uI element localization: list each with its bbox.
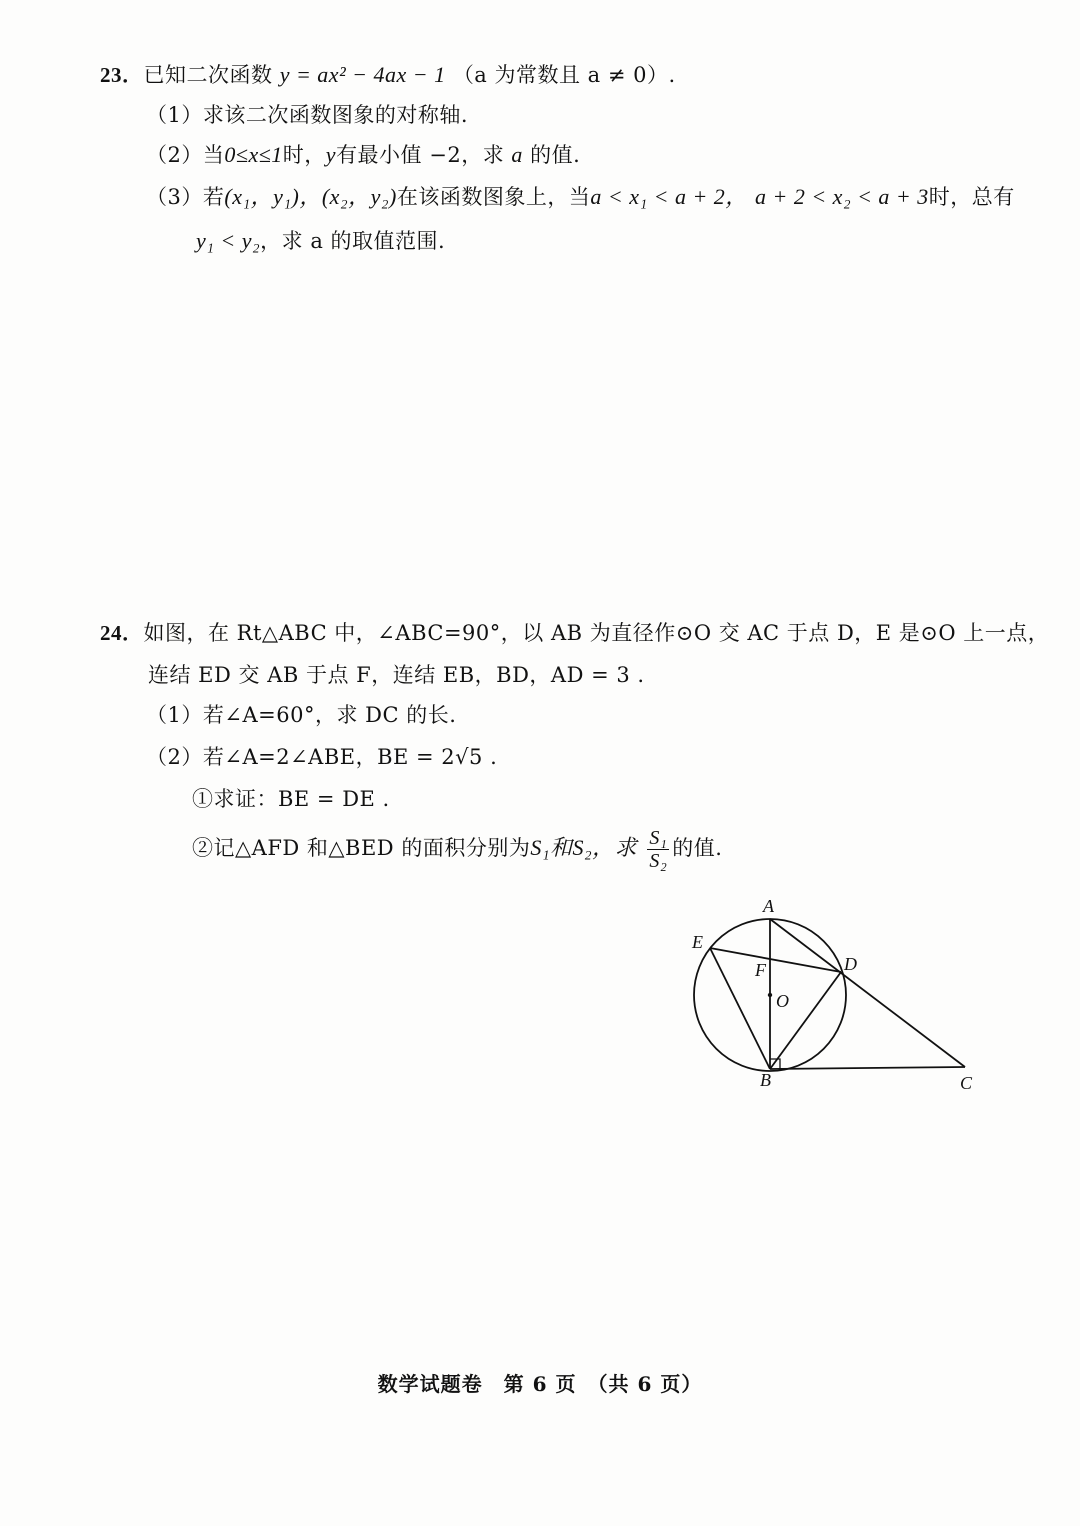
- label-b: B: [760, 1070, 771, 1090]
- q24-stem-line1: [100, 618, 1049, 648]
- q23-part3-ask: ，求 a 的取值范围.: [260, 229, 446, 253]
- segment-ac: [770, 919, 965, 1067]
- q23-part2-mid: 时，: [282, 143, 326, 167]
- label-d: D: [844, 954, 857, 974]
- label-c: C: [960, 1073, 973, 1093]
- q23-number: 23．: [100, 63, 144, 87]
- q24-part2-a: ①求证：BE = DE .: [192, 787, 390, 811]
- q23-part3-end: 时，总有: [928, 185, 1015, 209]
- center-point-o: [768, 993, 772, 997]
- q24-part1: （1）若∠A=60°，求 DC 的长.: [146, 703, 457, 727]
- q24-fraction: [647, 827, 669, 872]
- q23-part2-range: 0≤x≤1: [224, 142, 283, 167]
- q24-stem-text1: 如图，在 Rt△ABC 中，∠ABC=90°，以 AB 为直径作⊙O 交 AC 于点 D，E 是⊙O 上一点，: [143, 621, 1050, 645]
- q23-stem: [100, 60, 676, 90]
- q23-part3-pre: （3）若: [146, 185, 225, 209]
- q23-part2-a: a: [511, 142, 523, 167]
- q23-part3-cond2: a + 2 < x₂ < a + 3: [754, 184, 929, 209]
- q23-part2-pre: （2）当: [146, 143, 225, 167]
- segment-ed: [710, 948, 841, 972]
- q24-stem-line2: 连结 ED 交 AB 于点 F，连结 EB，BD，AD = 3 .: [148, 663, 645, 687]
- q23-part1: （1）求该二次函数图象的对称轴.: [146, 103, 469, 127]
- q23-part3-cont: [196, 226, 445, 256]
- q23-part3-ineq: y₁ < y₂: [196, 228, 261, 253]
- q23-function: y = ax² − 4ax − 1: [279, 62, 446, 87]
- q23-part3-points: (x₁，y₁)，(x₂，y₂): [224, 184, 397, 209]
- q24-fraction-numerator: S₁: [649, 827, 668, 849]
- segment-bc: [770, 1067, 965, 1069]
- segment-bd: [770, 972, 841, 1069]
- q24-fraction-denominator: S₂: [649, 850, 668, 872]
- label-a: A: [763, 896, 774, 916]
- q23-part2: [146, 140, 580, 170]
- label-e: E: [692, 932, 703, 952]
- q23-part3-mid: 在该函数图象上，当: [396, 185, 591, 209]
- label-f: F: [755, 960, 766, 980]
- q24-part2-b-end: 的值.: [672, 836, 723, 860]
- q24-part2-b-s: S₁和S₂，求: [530, 835, 638, 860]
- q23-part2-end: 的值.: [530, 143, 581, 167]
- geometry-figure: [680, 890, 1000, 1105]
- q23-condition: （a 为常数且 a ≠ 0）.: [452, 63, 676, 87]
- q23-stem-text: 已知二次函数: [143, 63, 273, 87]
- q23-part3-cond1: a < x₁ < a + 2，: [590, 184, 748, 209]
- q24-part2-b-pre: ②记△AFD 和△BED 的面积分别为: [192, 836, 531, 860]
- q23-part3: [146, 182, 1015, 212]
- q23-part2-rest: 有最小值 −2，求: [336, 143, 505, 167]
- q23-part2-y: y: [325, 142, 337, 167]
- page-footer: 数学试题卷 第 6 页 （共 6 页）: [377, 1372, 703, 1396]
- label-o: O: [776, 991, 789, 1011]
- q24-part2: （2）若∠A=2∠ABE，BE = 2√5 .: [146, 745, 498, 769]
- q24-part2-b: [192, 826, 722, 872]
- q24-number: 24．: [100, 621, 144, 645]
